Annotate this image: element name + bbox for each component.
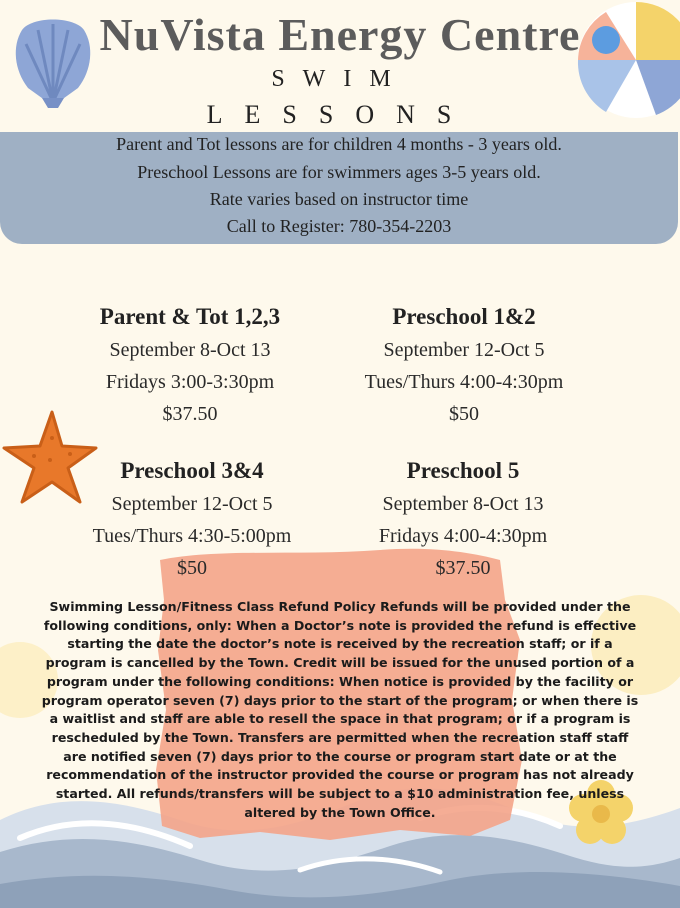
lesson-preschool-3-4 <box>42 458 342 589</box>
lesson-dates: September 12-Oct 5 <box>111 493 273 515</box>
lesson-name: Preschool 3&4 <box>120 458 264 483</box>
lesson-time: Tues/Thurs 4:30-5:00pm <box>92 525 292 547</box>
subtitle-lessons: LESSONS <box>206 100 474 129</box>
lesson-price: $50 <box>177 557 207 579</box>
lesson-price: $37.50 <box>162 403 218 425</box>
refund-policy-text: Swimming Lesson/Fitness Class Refund Policy Refunds will be provided under the following conditions, only: When a Doctor’s note is provided the refund is effective starting the date the doctor’s note is received by the recreation staff; or if a program is cancelled by the Town. Credit will be issued for the unused portion of a program under the following conditions: When notice is provided by the facility or program operator seven (7) days prior to the start of the program; or when there is a waitlist and staff are able to resell the space in that program; or if a program is rescheduled by the Town. Transfers are permitted when the recreation staff staff are notified seven (7) days prior to the course or program start date or at the recommendation of the instructor provided the course or program has not already started. All refunds/transfers will be subject to a $10 administration fee, unless altered by the Town Office. <box>41 599 639 820</box>
lesson-time: Tues/Thurs 4:00-4:30pm <box>364 371 564 393</box>
subtitle-swim: SWIM <box>271 66 409 92</box>
info-line-parent-tot: Parent and Tot lessons are for children 4 months - 3 years old. <box>116 134 562 154</box>
lesson-dates: September 8-Oct 13 <box>109 339 271 361</box>
lesson-price: $37.50 <box>435 557 491 579</box>
lesson-name: Preschool 5 <box>406 458 520 483</box>
lesson-name: Preschool 1&2 <box>392 304 536 329</box>
info-line-register: Call to Register: 780-354-2203 <box>226 216 452 236</box>
lesson-preschool-5 <box>313 458 613 589</box>
lesson-time: Fridays 3:00-3:30pm <box>105 371 275 393</box>
lesson-dates: September 8-Oct 13 <box>382 493 544 515</box>
info-line-preschool: Preschool Lessons are for swimmers ages 3-5 years old. <box>137 162 541 182</box>
lesson-name: Parent & Tot 1,2,3 <box>99 304 281 329</box>
page-title: NuVista Energy Centre <box>99 9 581 60</box>
lesson-parent-tot <box>40 304 340 435</box>
lesson-dates: September 12-Oct 5 <box>383 339 545 361</box>
info-band <box>0 132 678 244</box>
lesson-price: $50 <box>449 403 479 425</box>
info-line-rate: Rate varies based on instructor time <box>209 189 469 209</box>
lesson-time: Fridays 4:00-4:30pm <box>378 525 548 547</box>
lesson-preschool-1-2 <box>314 304 614 435</box>
